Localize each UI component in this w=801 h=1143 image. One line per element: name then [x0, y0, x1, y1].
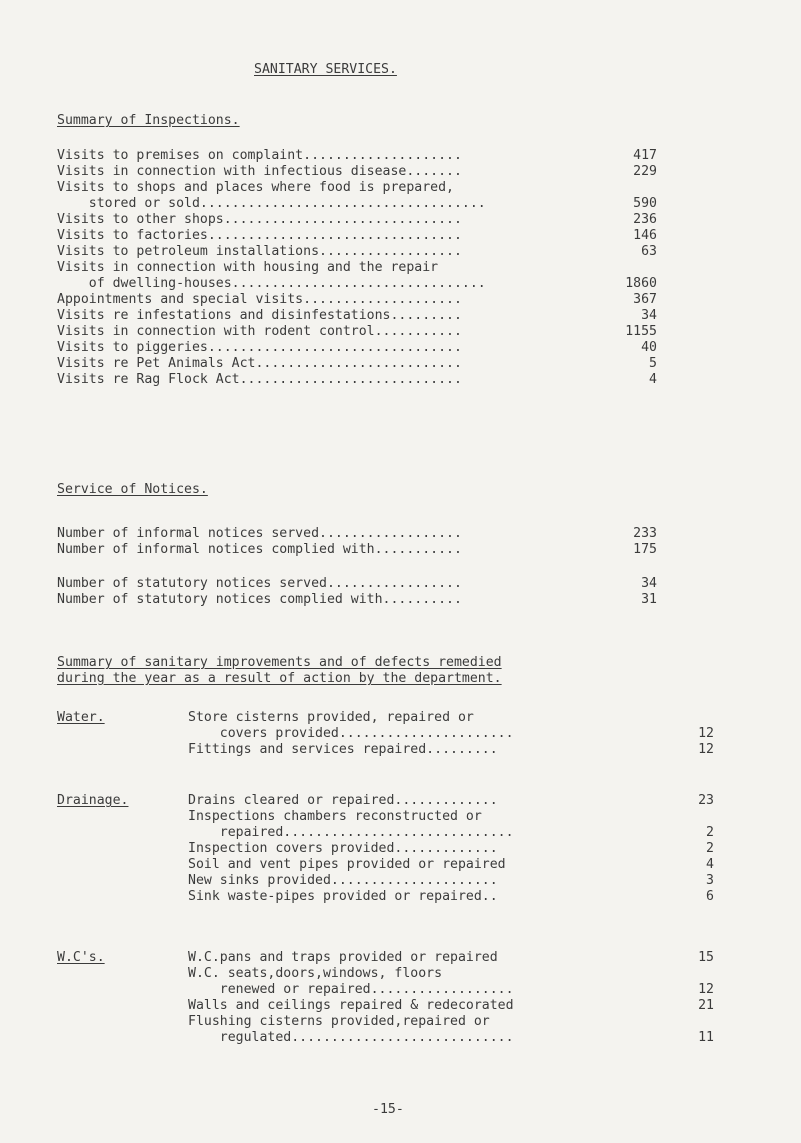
drainage-row: Inspection covers provided............. 2 — [188, 841, 714, 856]
inspection-row: Visits in connection with infectious disease....... 229 — [57, 164, 657, 179]
drainage-row: Sink waste-pipes provided or repaired.. 6 — [188, 889, 714, 904]
drainage-row: New sinks provided..................... 3 — [188, 873, 714, 888]
inspection-row: Visits re infestations and disinfestations......... 34 — [57, 308, 657, 323]
water-category-label: Water. — [57, 710, 105, 725]
drainage-row: Drains cleared or repaired............. 23 — [188, 793, 714, 808]
notice-row: Number of informal notices complied with........... 175 — [57, 542, 657, 557]
notice-row: Number of informal notices served.................. 233 — [57, 526, 657, 541]
water-row: Fittings and services repaired......... 12 — [188, 742, 714, 757]
drainage-row: repaired............................. 2 — [188, 825, 714, 840]
page-number: -15- — [372, 1102, 404, 1117]
notice-row: Number of statutory notices served................. 34 — [57, 576, 657, 591]
inspection-row: of dwelling-houses................................ 1860 — [57, 276, 657, 291]
wcs-row: renewed or repaired.................. 12 — [188, 982, 714, 997]
wcs-category-label: W.C's. — [57, 950, 105, 965]
inspection-row: Visits to premises on complaint.................... 417 — [57, 148, 657, 163]
wcs-row: Flushing cisterns provided,repaired or — [188, 1014, 490, 1029]
inspection-row: Visits to shops and places where food is prepared, — [57, 180, 454, 195]
inspection-row: Appointments and special visits.................... 367 — [57, 292, 657, 307]
inspection-row: stored or sold.................................... 590 — [57, 196, 657, 211]
inspection-row: Visits to other shops.............................. 236 — [57, 212, 657, 227]
water-row: Store cisterns provided, repaired or — [188, 710, 474, 725]
inspection-row: Visits in connection with housing and the repair — [57, 260, 439, 275]
drainage-row: Inspections chambers reconstructed or — [188, 809, 482, 824]
improvements-heading-line2: during the year as a result of action by the department. — [57, 671, 502, 686]
improvements-heading-line1: Summary of sanitary improvements and of defects remedied — [57, 655, 502, 670]
inspections-heading: Summary of Inspections. — [57, 113, 240, 128]
page-title: SANITARY SERVICES. — [254, 62, 397, 77]
inspection-row: Visits re Rag Flock Act............................ 4 — [57, 372, 657, 387]
wcs-row: W.C. seats,doors,windows, floors — [188, 966, 443, 981]
inspection-row: Visits in connection with rodent control........... 1155 — [57, 324, 657, 339]
inspection-row: Visits to petroleum installations.................. 63 — [57, 244, 657, 259]
inspection-row: Visits to factories................................ 146 — [57, 228, 657, 243]
drainage-row: Soil and vent pipes provided or repaired 4 — [188, 857, 714, 872]
drainage-category-label: Drainage. — [57, 793, 129, 808]
notices-heading: Service of Notices. — [57, 482, 208, 497]
wcs-row: Walls and ceilings repaired & redecorated 21 — [188, 998, 714, 1013]
wcs-row: W.C.pans and traps provided or repaired 15 — [188, 950, 714, 965]
inspection-row: Visits re Pet Animals Act.......................... 5 — [57, 356, 657, 371]
notice-row: Number of statutory notices complied with.......... 31 — [57, 592, 657, 607]
water-row: covers provided...................... 12 — [188, 726, 714, 741]
inspection-row: Visits to piggeries................................ 40 — [57, 340, 657, 355]
wcs-row: regulated............................ 11 — [188, 1030, 714, 1045]
